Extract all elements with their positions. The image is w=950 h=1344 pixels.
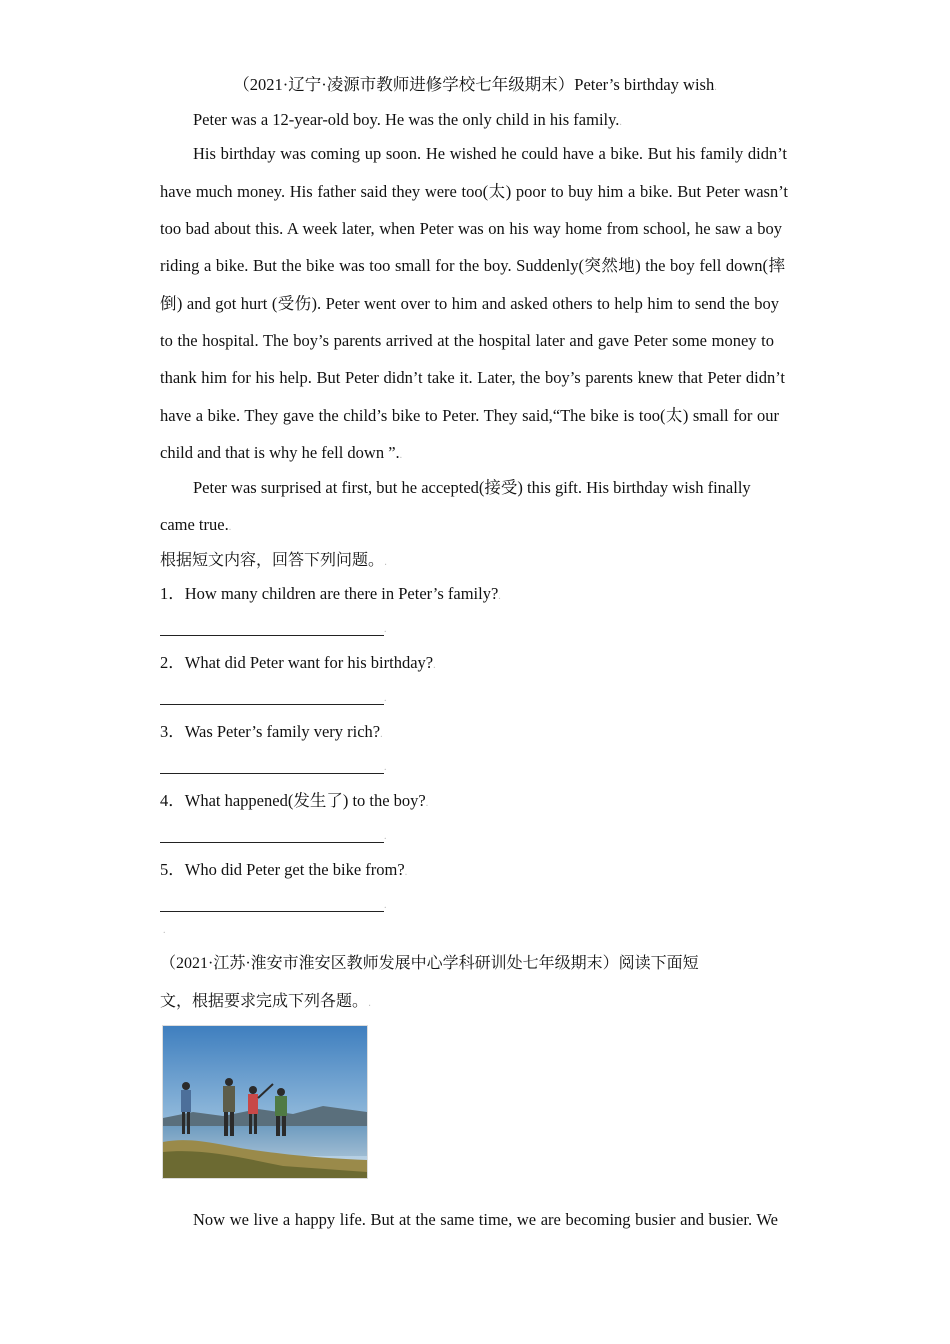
passage1-line: Peter was a 12-year-old boy. He was the only child in his family..: [193, 110, 622, 129]
passage1-line: to the hospital. The boy’s parents arrived at the hospital later and gave Peter some money to: [160, 331, 774, 350]
blank-mark: .: [384, 900, 387, 911]
answer-blank-2[interactable]: [160, 703, 384, 705]
hikers-photo: [162, 1025, 368, 1179]
passage1-line: have much money. His father said they were too(太) poor to buy him a bike. But Peter wasn’t: [160, 182, 788, 201]
passage2-header-line1: （2021·江苏·淮安市淮安区教师发展中心学科研训处七年级期末）阅读下面短: [160, 955, 699, 972]
passage1-line: riding a bike. But the bike was too small for the boy. Suddenly(突然地) the boy fell down(摔: [160, 256, 785, 275]
passage1-line: have a bike. They gave the child’s bike to Peter. They said,“The bike is too(太) small for our: [160, 406, 779, 425]
question-3: 3．Was Peter’s family very rich?.: [160, 722, 383, 741]
blank-mark: .: [384, 831, 387, 842]
question-1: 1．How many children are there in Peter’s family?.: [160, 584, 501, 603]
question-2: 2．What did Peter want for his birthday?.: [160, 653, 436, 672]
passage1-line: came true..: [160, 515, 232, 534]
answer-blank-5[interactable]: [160, 910, 384, 912]
passage1-line: 倒) and got hurt (受伤). Peter went over to him and asked others to help him to send the boy: [160, 294, 779, 313]
answer-blank-1[interactable]: [160, 634, 384, 636]
passage1-line: child and that is why he fell down ”..: [160, 443, 403, 462]
question-5: 5．Who did Peter get the bike from?.: [160, 860, 408, 879]
answer-blank-3[interactable]: [160, 772, 384, 774]
passage1-line: too bad about this. A week later, when Peter was on his way home from school, he saw a boy: [160, 219, 782, 238]
passage2-first-line: Now we live a happy life. But at the same time, we are becoming busier and busier. We: [193, 1210, 778, 1229]
passage1-header: （2021·辽宁·凌源市教师进修学校七年级期末）Peter’s birthday wish.: [233, 75, 717, 94]
paragraph-mark: .: [163, 925, 166, 936]
question-4: 4．What happened(发生了) to the boy?.: [160, 791, 429, 810]
blank-mark: .: [384, 762, 387, 773]
passage1-line: Peter was surprised at first, but he accepted(接受) this gift. His birthday wish finally: [193, 478, 751, 497]
blank-mark: .: [384, 693, 387, 704]
answer-blank-4[interactable]: [160, 841, 384, 843]
instructions: 根据短文内容，回答下列问题。.: [160, 550, 388, 569]
passage1-line: thank him for his help. But Peter didn’t take it. Later, the boy’s parents knew that Peter didn’t: [160, 368, 785, 387]
blank-mark: .: [384, 624, 387, 635]
passage2-header-line2: 文，根据要求完成下列各题。.: [160, 991, 372, 1010]
passage1-line: His birthday was coming up soon. He wished he could have a bike. But his family didn’t: [193, 144, 787, 163]
